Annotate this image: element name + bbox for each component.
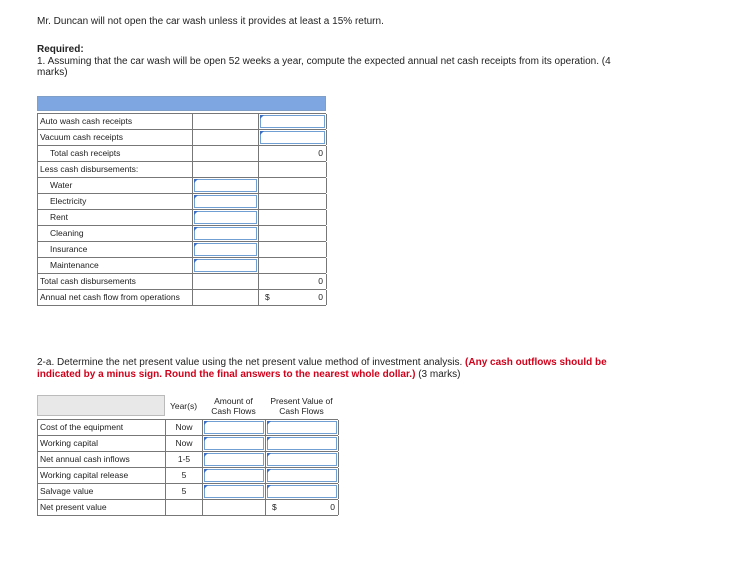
amount-cell <box>193 274 259 289</box>
header-amount <box>202 395 265 416</box>
total-cell <box>259 194 327 209</box>
row-label: Annual net cash flow from operations <box>38 290 193 305</box>
wc-release-pv-input[interactable] <box>267 469 337 482</box>
total-cash-receipts-value: 0 <box>259 146 327 161</box>
maintenance-input[interactable] <box>194 259 257 272</box>
table-row <box>37 210 326 226</box>
table-row <box>37 436 338 452</box>
question-2a-instruction-part-2: indicated by a minus sign. Round the final answers to the nearest whole dollar.) <box>37 369 416 380</box>
row-label: Vacuum cash receipts <box>38 130 193 145</box>
amount-cell <box>193 226 259 241</box>
working-capital-amount-input[interactable] <box>204 437 264 450</box>
equipment-amount-input[interactable] <box>204 421 264 434</box>
question-2a-line-2 <box>37 369 460 381</box>
row-label: Total cash disbursements <box>38 274 193 289</box>
total-cell <box>259 226 327 241</box>
table-row <box>37 113 326 130</box>
row-label: Total cash receipts <box>38 146 193 161</box>
amount-cell <box>203 484 266 499</box>
amount-cell <box>193 178 259 193</box>
net-inflows-amount-input[interactable] <box>204 453 264 466</box>
amount-cell <box>193 146 259 161</box>
table-row <box>37 194 326 210</box>
row-label: Net annual cash inflows <box>38 452 166 467</box>
row-year: 5 <box>166 484 203 499</box>
total-cell <box>259 178 327 193</box>
npv-table-header <box>37 395 338 416</box>
amount-cell <box>193 130 259 145</box>
question-2a-instruction-part-1: (Any cash outflows should be <box>465 357 607 368</box>
rent-input[interactable] <box>194 211 257 224</box>
pv-cell <box>266 436 339 451</box>
table-row <box>37 290 326 306</box>
header-years: Year(s) <box>169 401 198 411</box>
row-label: Cost of the equipment <box>38 420 166 435</box>
amount-cell <box>193 258 259 273</box>
working-capital-pv-input[interactable] <box>267 437 337 450</box>
total-cell <box>259 258 327 273</box>
header-amount-line-1: Amount of <box>214 396 253 406</box>
row-label: Rent <box>38 210 193 225</box>
cash-receipts-table <box>37 96 326 306</box>
amount-cell <box>203 420 266 435</box>
table-row <box>37 178 326 194</box>
table-row <box>37 274 326 290</box>
question-2a-line-1 <box>37 357 607 369</box>
equipment-pv-input[interactable] <box>267 421 337 434</box>
row-year: Now <box>166 420 203 435</box>
pv-cell <box>266 452 339 467</box>
auto-wash-total-input[interactable] <box>260 115 325 128</box>
question-2a-marks: (3 marks) <box>418 369 461 380</box>
amount-cell <box>193 114 259 129</box>
table-row <box>37 226 326 242</box>
pv-cell <box>266 484 339 499</box>
row-label: Auto wash cash receipts <box>38 114 193 129</box>
table-row <box>37 242 326 258</box>
annual-net-cash-flow-value <box>259 290 327 305</box>
electricity-input[interactable] <box>194 195 257 208</box>
currency-symbol: $ <box>272 502 277 512</box>
total-cell <box>259 242 327 257</box>
total-cell <box>259 162 327 177</box>
table-row <box>37 468 338 484</box>
row-label: Water <box>38 178 193 193</box>
header-blank-cell <box>37 395 165 416</box>
currency-symbol: $ <box>265 292 270 302</box>
water-input[interactable] <box>194 179 257 192</box>
header-present-value <box>265 395 338 416</box>
row-label: Cleaning <box>38 226 193 241</box>
question-2a-text: 2-a. Determine the net present value using the net present value method of investment analysis. <box>37 357 463 368</box>
amount-cell <box>193 290 259 305</box>
salvage-pv-input[interactable] <box>267 485 337 498</box>
npv-value <box>266 500 339 515</box>
row-label: Net present value <box>38 500 166 515</box>
row-year <box>166 500 203 515</box>
npv-table <box>37 395 338 516</box>
net-inflows-pv-input[interactable] <box>267 453 337 466</box>
pv-cell <box>266 468 339 483</box>
row-year: 1-5 <box>166 452 203 467</box>
total-cell <box>259 114 327 129</box>
row-label: Maintenance <box>38 258 193 273</box>
header-pv-line-1: Present Value of <box>270 396 333 406</box>
table-row <box>37 258 326 274</box>
cleaning-input[interactable] <box>194 227 257 240</box>
row-label: Working capital release <box>38 468 166 483</box>
wc-release-amount-input[interactable] <box>204 469 264 482</box>
row-label: Electricity <box>38 194 193 209</box>
table-row <box>37 484 338 500</box>
amount-cell <box>203 452 266 467</box>
row-label: Working capital <box>38 436 166 451</box>
amount-cell <box>193 210 259 225</box>
required-heading: Required: <box>37 44 84 55</box>
total-disbursements-value: 0 <box>259 274 327 289</box>
total-cell <box>259 210 327 225</box>
table-row <box>37 130 326 146</box>
table-row <box>37 419 338 436</box>
row-label: Less cash disbursements: <box>38 162 193 177</box>
table-row <box>37 146 326 162</box>
row-label: Insurance <box>38 242 193 257</box>
annual-net-value-text: 0 <box>318 292 323 302</box>
table-row <box>37 500 338 516</box>
row-year: Now <box>166 436 203 451</box>
header-pv-line-2: Cash Flows <box>279 406 324 416</box>
vacuum-total-input[interactable] <box>260 131 325 144</box>
salvage-amount-input[interactable] <box>204 485 264 498</box>
row-year: 5 <box>166 468 203 483</box>
total-cell <box>259 130 327 145</box>
table-header-bar <box>37 96 326 111</box>
row-label: Salvage value <box>38 484 166 499</box>
amount-cell <box>193 242 259 257</box>
intro-text: Mr. Duncan will not open the car wash unless it provides at least a 15% return. <box>37 16 384 27</box>
table-row <box>37 162 326 178</box>
insurance-input[interactable] <box>194 243 257 256</box>
header-amount-line-2: Cash Flows <box>211 406 256 416</box>
npv-value-text: 0 <box>330 502 335 512</box>
pv-cell <box>266 420 339 435</box>
question-1-line-1: 1. Assuming that the car wash will be open 52 weeks a year, compute the expected annual net cash receipts from its operation. (4 <box>37 56 611 67</box>
table-row <box>37 452 338 468</box>
question-1-line-2: marks) <box>37 67 68 78</box>
amount-cell <box>203 500 266 515</box>
amount-cell <box>203 436 266 451</box>
amount-cell <box>193 194 259 209</box>
amount-cell <box>193 162 259 177</box>
amount-cell <box>203 468 266 483</box>
